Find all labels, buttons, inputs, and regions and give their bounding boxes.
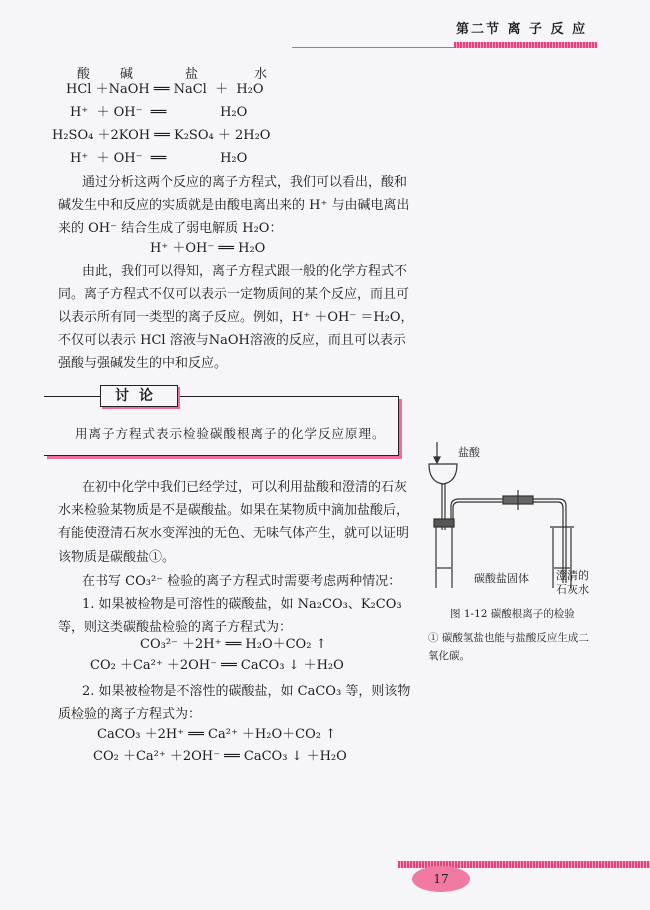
paragraph-line: 2. 如果被检物是不溶性的碳酸盐，如 CaCO₃ 等，则该物 — [82, 684, 411, 699]
paragraph-line: 通过分析这两个反应的离子方程式，我们可以看出，酸和 — [82, 175, 408, 190]
paragraph-line: 有能使澄清石灰水变浑浊的无色、无味气体产生，就可以证明 — [58, 526, 410, 541]
discussion-title: 讨论 — [100, 385, 178, 407]
paragraph-line: 同。离子方程式不仅可以表示一定物质间的某个反应，而且可 — [58, 287, 410, 302]
equation: CO₃²⁻ ＋2H⁺ ══ H₂O＋CO₂ ↑ — [140, 637, 327, 652]
paragraph-line: 来的 OH⁻ 结合生成了弱电解质 H₂O： — [58, 221, 283, 236]
section-title: 第二节 离 子 反 应 — [456, 22, 588, 37]
paragraph-line: 不仅可以表示 HCl 溶液与NaOH溶液的反应，而且可以表示 — [58, 333, 406, 348]
paragraph-line: 质检验的离子方程式为： — [58, 707, 202, 722]
page-number: 17 — [412, 866, 470, 892]
label-carbonate-solid: 碳酸盐固体 — [474, 572, 529, 585]
paragraph-line: 1. 如果被检物是可溶性的碳酸盐，如 Na₂CO₃、K₂CO₃ — [82, 597, 402, 612]
paragraph-line: 由此，我们可以得知，离子方程式跟一般的化学方程式不 — [82, 264, 408, 279]
apparatus-figure — [425, 438, 625, 592]
equation-centered: H⁺ ＋OH⁻ ══ H₂O — [150, 241, 266, 256]
apparatus-illustration — [425, 438, 625, 588]
paragraph-line: 碱发生中和反应的实质就是由酸电离出来的 H⁺ 与由碱电离出 — [58, 198, 410, 213]
paragraph-line: 该物质是碳酸盐①。 — [58, 550, 176, 565]
paragraph-line: 强酸与强碱发生的中和反应。 — [58, 356, 228, 371]
label-base: 碱 — [120, 67, 134, 82]
label-salt: 盐 — [185, 67, 199, 82]
figure-caption: 图 1-12 碳酸根离子的检验 — [450, 608, 575, 620]
label-hydrochloric-acid: 盐酸 — [458, 446, 480, 459]
equation: CaCO₃ ＋2H⁺ ══ Ca²⁺ ＋H₂O＋CO₂ ↑ — [97, 727, 336, 742]
footnote-line: ① 碳酸氢盐也能与盐酸反应生成二 — [428, 632, 589, 644]
header-pink-bar — [454, 42, 597, 48]
equation: CO₂ ＋Ca²⁺ ＋2OH⁻ ══ CaCO₃ ↓ ＋H₂O — [93, 749, 347, 764]
label-water: 水 — [254, 67, 268, 82]
equation-row: H₂SO₄ ＋2KOH ══ K₂SO₄ ＋ 2H₂O — [52, 128, 271, 143]
equation-row: HCl ＋NaOH ══ NaCl ＋ H₂O — [66, 82, 264, 97]
paragraph-line: 在初中化学中我们已经学过，可以利用盐酸和澄清的石灰 — [82, 480, 408, 495]
paragraph-line: 在书写 CO₃²⁻ 检验的离子方程式时需要考虑两种情况： — [82, 574, 402, 589]
label-limewater-1: 澄清的 — [556, 569, 589, 582]
paragraph-line: 等，则这类碳酸盐检验的离子方程式为： — [58, 620, 293, 635]
label-acid: 酸 — [77, 67, 91, 82]
equation-row: H⁺ ＋ OH⁻ ══ H₂O — [70, 151, 248, 166]
paragraph-line: 以表示所有同一类型的离子反应。例如，H⁺ ＋OH⁻ ＝H₂O， — [58, 310, 414, 325]
paragraph-line: 水来检验某物质是不是碳酸盐。如果在某物质中滴加盐酸后， — [58, 503, 410, 518]
equation-row: H⁺ ＋ OH⁻ ══ H₂O — [70, 105, 248, 120]
discussion-text: 用离子方程式表示检验碳酸根离子的化学反应原理。 — [75, 426, 386, 441]
equation: CO₂ ＋Ca²⁺ ＋2OH⁻ ══ CaCO₃ ↓ ＋H₂O — [90, 658, 344, 673]
label-limewater-2: 石灰水 — [556, 583, 589, 596]
footnote-line: 氧化碳。 — [428, 650, 470, 662]
